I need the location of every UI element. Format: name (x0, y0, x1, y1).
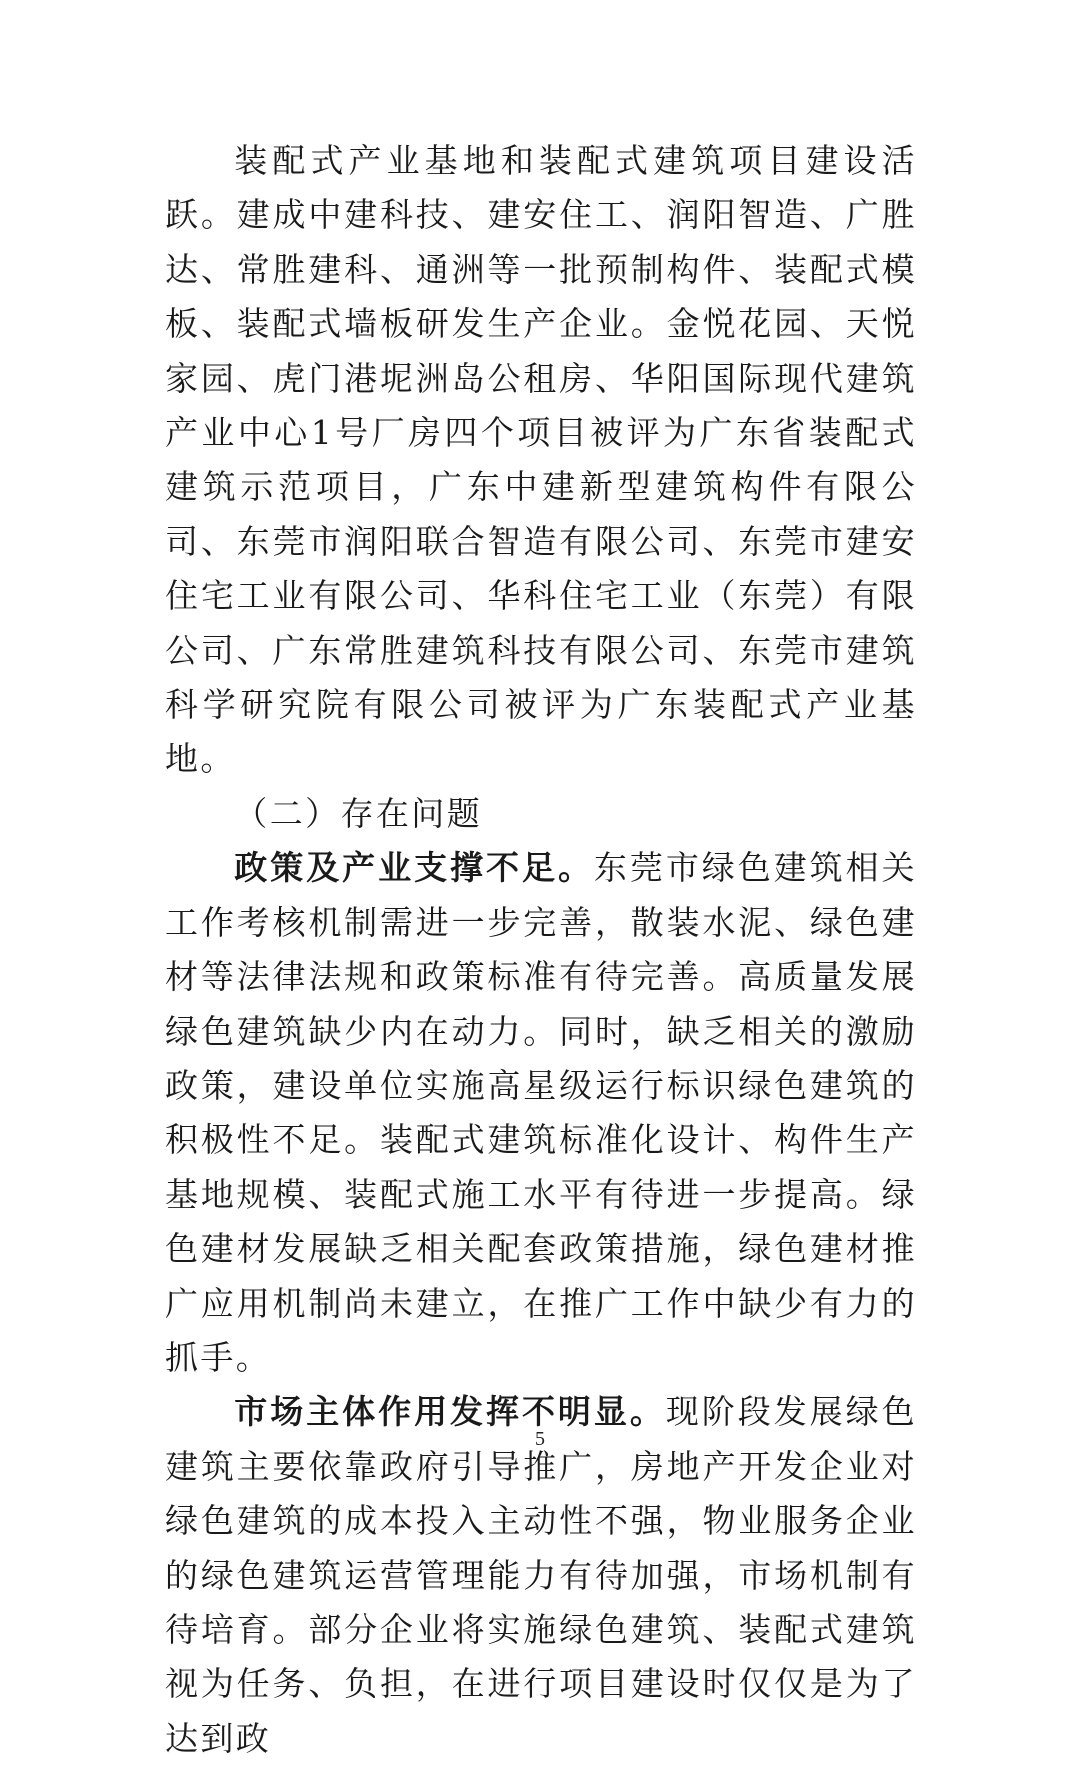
paragraph-lead-market: 市场主体作用发挥不明显。 (234, 1392, 666, 1432)
paragraph-lead-policy: 政策及产业支撑不足。 (234, 848, 594, 888)
document-body (165, 134, 917, 1766)
paragraph-text-policy: 东莞市绿色建筑相关工作考核机制需进一步完善，散装水泥、绿色建材等法律法规和政策标准有待完善。高质量发展绿色建筑缺少内在动力。同时，缺乏相关的激励政策，建设单位实施高星级运行标识绿色建筑的积极性不足。装配式建筑标准化设计、构件生产基地规模、装配式施工水平有待进一步提高。绿色建材发展缺乏相关配套政策措施，绿色建材推广应用机制尚未建立，在推广工作中缺少有力的抓手。 (165, 848, 917, 1377)
paragraph-policy-support (165, 841, 917, 1385)
section-heading-existing-problems: （二）存在问题 (234, 793, 483, 833)
page-number: 5 (535, 1428, 545, 1450)
paragraph-prefab-industry: 装配式产业基地和装配式建筑项目建设活跃。建成中建科技、建安住工、润阳智造、广胜达、常胜建科、通洲等一批预制构件、装配式模板、装配式墙板研发生产企业。金悦花园、天悦家园、虎门港坭洲岛公租房、华阳国际现代建筑产业中心1号厂房四个项目被评为广东省装配式建筑示范项目，广东中建新型建筑构件有限公司、东莞市润阳联合智造有限公司、东莞市建安住宅工业有限公司、华科住宅工业（东莞）有限公司、广东常胜建筑科技有限公司、东莞市建筑科学研究院有限公司被评为广东装配式产业基地。 (165, 141, 917, 779)
paragraph-text-market: 现阶段发展绿色建筑主要依靠政府引导推广，房地产开发企业对绿色建筑的成本投入主动性不强，物业服务企业的绿色建筑运营管理能力有待加强，市场机制有待培育。部分企业将实施绿色建筑、装配式建筑视为任务、负担，在进行项目建设时仅仅是为了达到政 (165, 1392, 917, 1758)
